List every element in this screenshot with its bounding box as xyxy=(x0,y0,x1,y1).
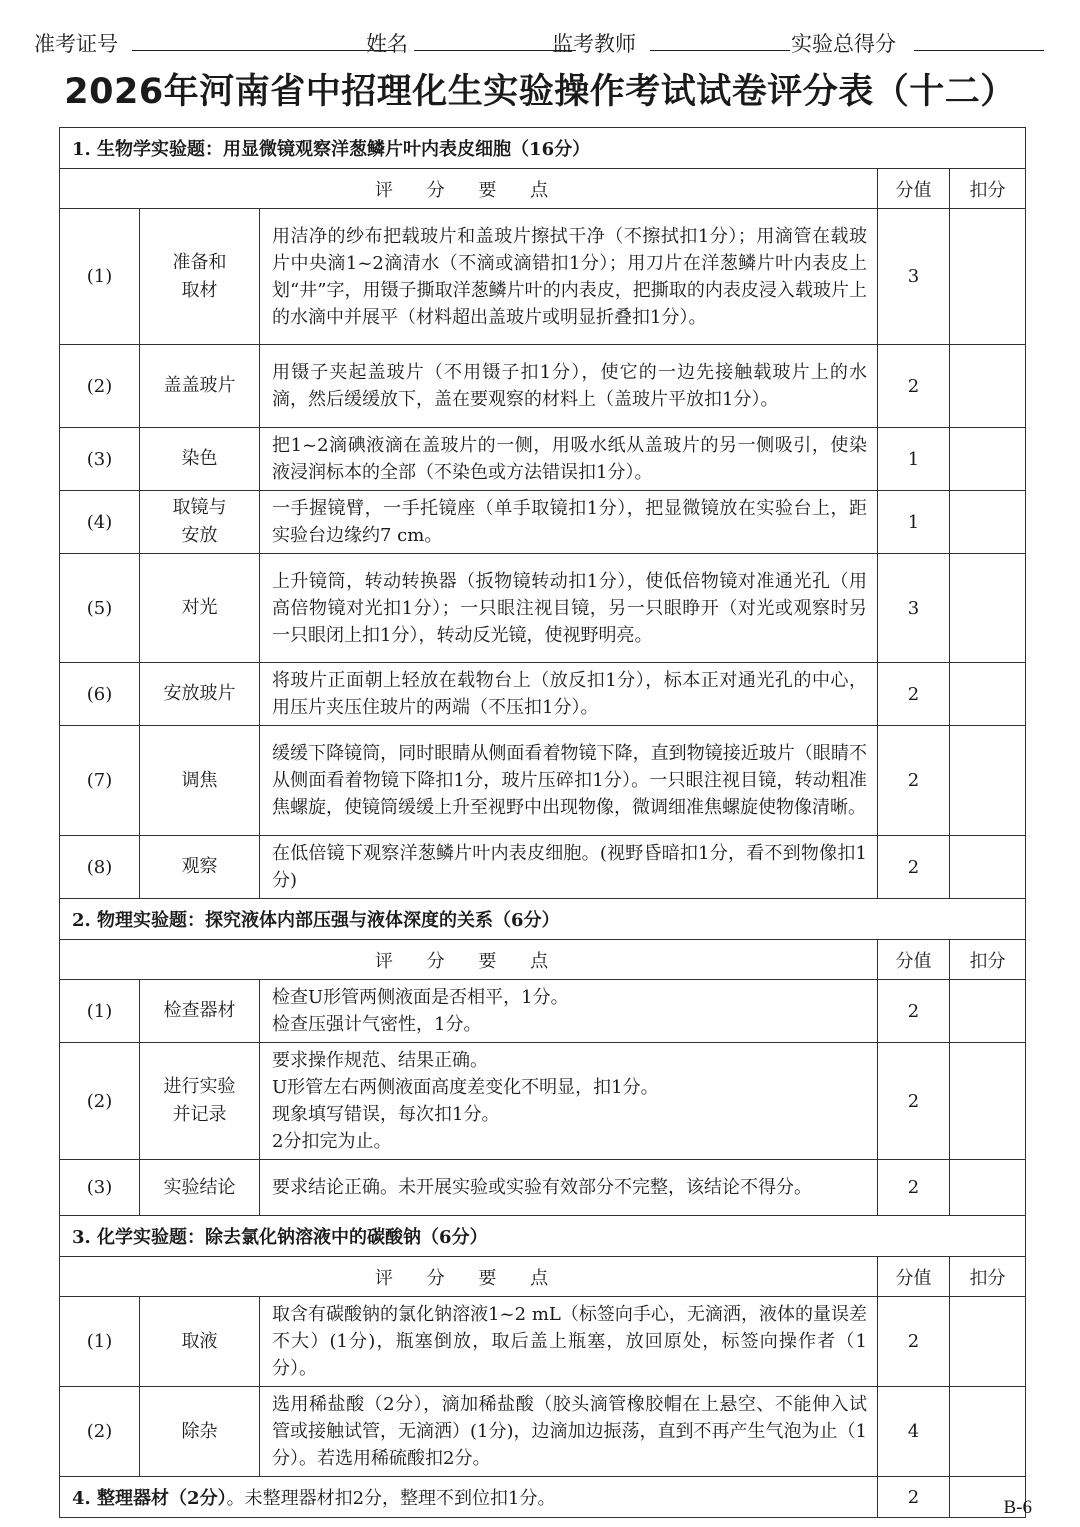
deduct-cell[interactable] xyxy=(950,491,1026,554)
score-header: 分值 xyxy=(878,940,950,980)
item-name: 调焦 xyxy=(140,726,260,836)
score-header: 分值 xyxy=(878,1257,950,1297)
table-row xyxy=(60,836,1026,899)
row-number: (2) xyxy=(60,1043,140,1160)
item-name: 进行实验 并记录 xyxy=(140,1043,260,1160)
total-score-blank[interactable] xyxy=(914,50,1044,51)
row-number: (3) xyxy=(60,428,140,491)
deduct-cell[interactable] xyxy=(950,554,1026,663)
deduct-cell[interactable] xyxy=(950,428,1026,491)
points-header: 评 分 要 点 xyxy=(60,169,878,209)
item-description: 用洁净的纱布把载玻片和盖玻片擦拭干净（不擦拭扣1分）；用滴管在载玻片中央滴1~2滴清水（不滴或滴错扣1分）；用刀片在洋葱鳞片叶内表皮上划“井”字，用镊子撕取洋葱鳞片叶的内表皮，把撕取的内表皮浸入载玻片上的水滴中并展平（材料超出盖玻片或明显折叠扣1分）。 xyxy=(260,209,878,345)
name-label: 姓名 xyxy=(366,32,408,56)
final-title: 4. 整理器材（2分） xyxy=(72,1488,227,1509)
table-row xyxy=(60,663,1026,726)
item-description: 取含有碳酸钠的氯化钠溶液1~2 mL（标签向手心，无滴洒，液体的量误差不大）(1分)，瓶塞倒放，取后盖上瓶塞，放回原处，标签向操作者（1分）。 xyxy=(260,1297,878,1387)
table-row xyxy=(60,345,1026,428)
row-number: (1) xyxy=(60,1297,140,1387)
final-score: 2 xyxy=(878,1477,950,1518)
invigilator-label: 监考教师 xyxy=(552,32,636,56)
item-description: 上升镜筒，转动转换器（扳物镜转动扣1分），使低倍物镜对准通光孔（用高倍物镜对光扣1分）；一只眼注视目镜，另一只眼睁开（对光或观察时另一只眼闭上扣1分），转动反光镜，使视野明亮。 xyxy=(260,554,878,663)
item-score: 2 xyxy=(878,345,950,428)
table-row xyxy=(60,209,1026,345)
table-row xyxy=(60,1043,1026,1160)
item-score: 3 xyxy=(878,554,950,663)
final-text: 。未整理器材扣2分，整理不到位扣1分。 xyxy=(226,1488,556,1509)
exam-id-blank[interactable] xyxy=(132,50,394,51)
item-name: 染色 xyxy=(140,428,260,491)
item-description: 要求结论正确。未开展实验或实验有效部分不完整，该结论不得分。 xyxy=(260,1160,878,1216)
item-name: 安放玻片 xyxy=(140,663,260,726)
deduct-cell[interactable] xyxy=(950,663,1026,726)
item-description: 选用稀盐酸（2分），滴加稀盐酸（胶头滴管橡胶帽在上悬空、不能伸入试管或接触试管，无滴洒）(1分)，边滴加边振荡，直到不再产生气泡为止（1分）。若选用稀硫酸扣2分。 xyxy=(260,1387,878,1477)
points-header: 评 分 要 点 xyxy=(60,940,878,980)
table-row xyxy=(60,1160,1026,1216)
table-row xyxy=(60,554,1026,663)
table-row xyxy=(60,1297,1026,1387)
deduct-cell[interactable] xyxy=(950,209,1026,345)
item-score: 2 xyxy=(878,726,950,836)
item-score: 3 xyxy=(878,209,950,345)
item-score: 1 xyxy=(878,428,950,491)
item-description: 用镊子夹起盖玻片（不用镊子扣1分），使它的一边先接触载玻片上的水滴，然后缓缓放下，盖在要观察的材料上（盖玻片平放扣1分）。 xyxy=(260,345,878,428)
item-name: 观察 xyxy=(140,836,260,899)
item-score: 2 xyxy=(878,1297,950,1387)
row-number: (2) xyxy=(60,345,140,428)
row-number: (7) xyxy=(60,726,140,836)
row-number: (4) xyxy=(60,491,140,554)
item-score: 2 xyxy=(878,980,950,1043)
item-name: 实验结论 xyxy=(140,1160,260,1216)
item-score: 2 xyxy=(878,836,950,899)
column-header-row xyxy=(60,940,1026,980)
item-description: 在低倍镜下观察洋葱鳞片叶内表皮细胞。(视野昏暗扣1分，看不到物像扣1分) xyxy=(260,836,878,899)
section-title: 3. 化学实验题：除去氯化钠溶液中的碳酸钠（6分） xyxy=(60,1216,1026,1257)
exam-id-label: 准考证号 xyxy=(34,32,118,56)
item-name: 除杂 xyxy=(140,1387,260,1477)
deduct-cell[interactable] xyxy=(950,1297,1026,1387)
item-score: 2 xyxy=(878,663,950,726)
deduct-cell[interactable] xyxy=(950,1387,1026,1477)
points-header: 评 分 要 点 xyxy=(60,1257,878,1297)
row-number: (8) xyxy=(60,836,140,899)
table-row xyxy=(60,726,1026,836)
item-description: 一手握镜臂，一手托镜座（单手取镜扣1分），把显微镜放在实验台上，距实验台边缘约7 cm。 xyxy=(260,491,878,554)
page-title: 2026年河南省中招理化生实验操作考试试卷评分表（十二） xyxy=(64,72,1016,112)
table-row xyxy=(60,428,1026,491)
section-title: 1. 生物学实验题：用显微镜观察洋葱鳞片叶内表皮细胞（16分） xyxy=(60,128,1026,169)
row-number: (6) xyxy=(60,663,140,726)
deduct-header: 扣分 xyxy=(950,1257,1026,1297)
deduct-header: 扣分 xyxy=(950,940,1026,980)
deduct-cell[interactable] xyxy=(950,980,1026,1043)
item-name: 检查器材 xyxy=(140,980,260,1043)
table-row xyxy=(60,491,1026,554)
item-name: 准备和 取材 xyxy=(140,209,260,345)
deduct-cell[interactable] xyxy=(950,1043,1026,1160)
column-header-row xyxy=(60,1257,1026,1297)
row-number: (3) xyxy=(60,1160,140,1216)
final-row xyxy=(60,1477,1026,1518)
item-description: 要求操作规范、结果正确。 U形管左右两侧液面高度差变化不明显，扣1分。 现象填写错误，每次扣1分。 2分扣完为止。 xyxy=(260,1043,878,1160)
table-row xyxy=(60,1387,1026,1477)
item-description: 将玻片正面朝上轻放在载物台上（放反扣1分），标本正对通光孔的中心，用压片夹压住玻片的两端（不压扣1分）。 xyxy=(260,663,878,726)
deduct-cell[interactable] xyxy=(950,1160,1026,1216)
item-name: 盖盖玻片 xyxy=(140,345,260,428)
item-description: 缓缓下降镜筒，同时眼睛从侧面看着物镜下降，直到物镜接近玻片（眼睛不从侧面看着物镜下降扣1分，玻片压碎扣1分）。一只眼注视目镜，转动粗准焦螺旋，使镜筒缓缓上升至视野中出现物像，微调细准焦螺旋使物像清晰。 xyxy=(260,726,878,836)
row-number: (1) xyxy=(60,209,140,345)
item-description: 检查U形管两侧液面是否相平，1分。 检查压强计气密性，1分。 xyxy=(260,980,878,1043)
deduct-cell[interactable] xyxy=(950,726,1026,836)
total-score-label: 实验总得分 xyxy=(791,32,896,56)
item-score: 4 xyxy=(878,1387,950,1477)
item-name: 取液 xyxy=(140,1297,260,1387)
item-score: 1 xyxy=(878,491,950,554)
final-section xyxy=(60,1477,878,1518)
score-header: 分值 xyxy=(878,169,950,209)
item-description: 把1~2滴碘液滴在盖玻片的一侧，用吸水纸从盖玻片的另一侧吸引，使染液浸润标本的全部（不染色或方法错误扣1分）。 xyxy=(260,428,878,491)
item-name: 取镜与 安放 xyxy=(140,491,260,554)
section-title-row xyxy=(60,899,1026,940)
row-number: (2) xyxy=(60,1387,140,1477)
item-score: 2 xyxy=(878,1043,950,1160)
scoring-table xyxy=(59,127,1026,1518)
invigilator-blank[interactable] xyxy=(650,50,790,51)
deduct-cell[interactable] xyxy=(950,345,1026,428)
deduct-header: 扣分 xyxy=(950,169,1026,209)
section-title-row xyxy=(60,1216,1026,1257)
deduct-cell[interactable] xyxy=(950,836,1026,899)
candidate-info-line xyxy=(34,28,1046,58)
page-code: B-6 xyxy=(1003,1497,1032,1518)
section-title: 2. 物理实验题：探究液体内部压强与液体深度的关系（6分） xyxy=(60,899,1026,940)
section-title-row xyxy=(60,128,1026,169)
column-header-row xyxy=(60,169,1026,209)
item-score: 2 xyxy=(878,1160,950,1216)
table-row xyxy=(60,980,1026,1043)
item-name: 对光 xyxy=(140,554,260,663)
row-number: (1) xyxy=(60,980,140,1043)
row-number: (5) xyxy=(60,554,140,663)
